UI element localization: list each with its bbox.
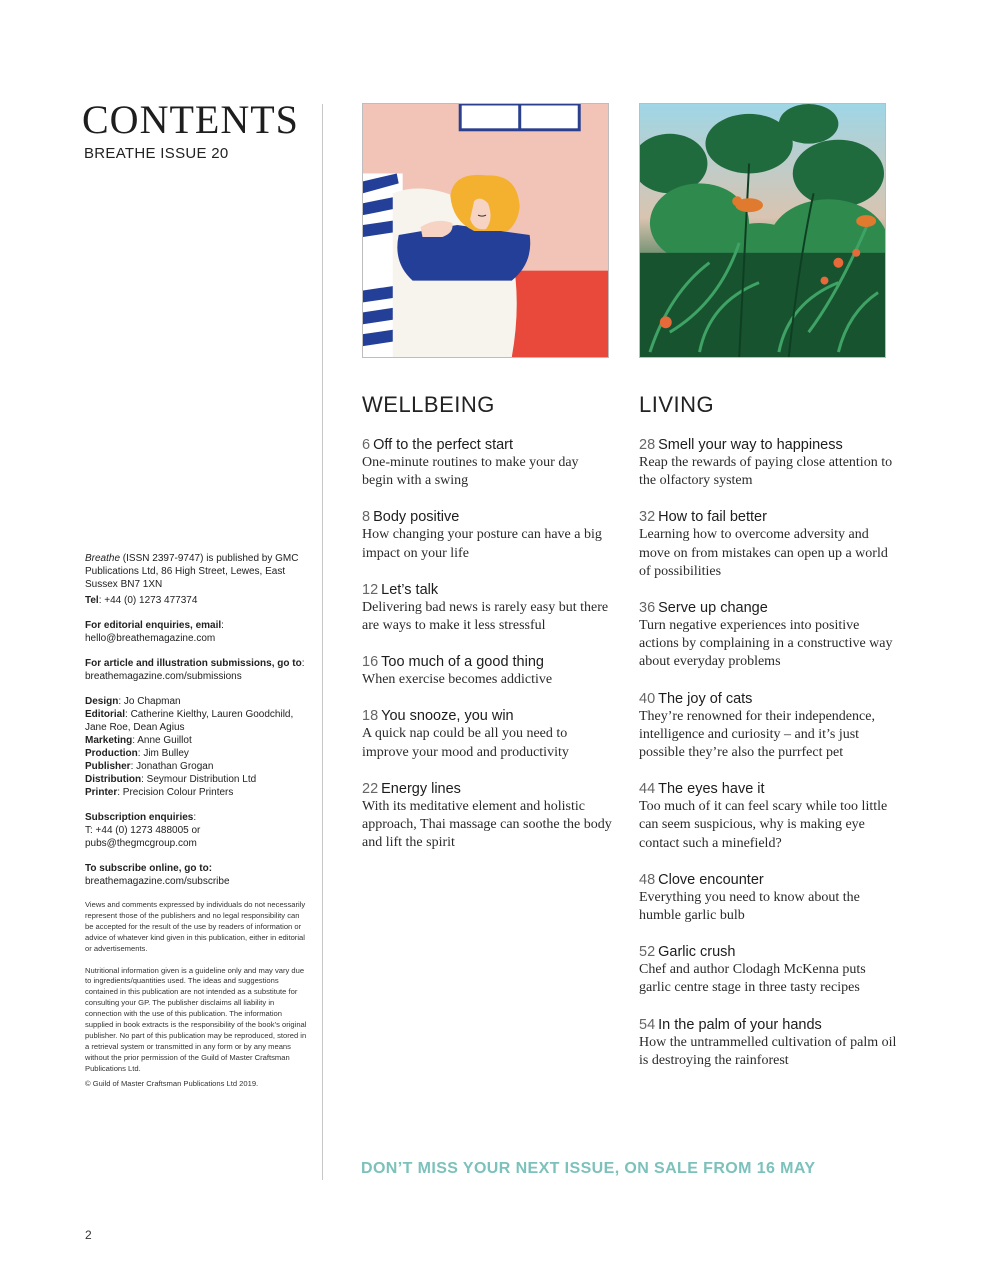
living-illustration xyxy=(639,103,886,358)
credit-names: : Catherine Kielthy, Lauren Goodchild, Jane Roe, Dean Agius xyxy=(85,709,294,733)
wellbeing-list xyxy=(362,436,612,852)
entry-description: Reap the rewards of paying close attention to the olfactory system xyxy=(639,455,893,489)
entry-heading xyxy=(362,653,612,671)
page-reference: 52 xyxy=(639,944,656,961)
page-title: CONTENTS xyxy=(82,97,299,142)
entry-heading xyxy=(639,943,901,961)
page-reference: 36 xyxy=(639,600,656,617)
entry-heading xyxy=(639,780,901,798)
entry-headline: Serve up change xyxy=(658,600,768,617)
contents-entry[interactable] xyxy=(639,690,901,763)
entry-headline: Garlic crush xyxy=(658,944,736,961)
editorial-label: For editorial enquiries, email xyxy=(85,620,222,631)
entry-headline: The joy of cats xyxy=(658,690,753,707)
entry-description: One-minute routines to make your day begin with a swing xyxy=(362,455,579,489)
tel-value: : +44 (0) 1273 477374 xyxy=(98,595,198,606)
entry-heading xyxy=(362,436,612,454)
entry-description: Delivering bad news is rarely easy but there are ways to make it less stressful xyxy=(362,599,609,634)
disclaimer-nutrition: Nutritional information given is a guideline only and may vary due to ingredients/quantities used. The ideas and suggestions contained in this publication are not intended as a substitute for consulting your GP. The publisher disclaims all liability in connection with the use of this publication. The information supplied in book extracts is the responsibility of the book’s original publisher. No part of this publication may be reproduced, stored in a retrieval system or transmitted in any form or by any means without the prior permission of the Guild of Master Craftsman Publications Ltd. xyxy=(85,965,307,1073)
column-divider xyxy=(322,104,323,1180)
credit-line xyxy=(85,747,307,760)
contents-entry[interactable] xyxy=(362,436,612,490)
entry-headline: Off to the perfect start xyxy=(373,437,514,453)
issue-subtitle: BREATHE ISSUE 20 xyxy=(84,145,229,162)
entry-headline: How to fail better xyxy=(658,509,767,526)
entry-description: A quick nap could be all you need to improve your mood and productivity xyxy=(362,726,569,760)
credit-role: Printer xyxy=(85,787,118,798)
contents-entry[interactable] xyxy=(362,508,612,562)
entry-description: How changing your posture can have a big impact on your life xyxy=(362,527,602,561)
page-number: 2 xyxy=(85,1228,92,1242)
editorial-email[interactable]: hello@breathemagazine.com xyxy=(85,633,216,644)
entry-headline: Energy lines xyxy=(381,780,461,797)
wellbeing-section xyxy=(362,392,612,870)
entry-description: Learning how to overcome adversity and move on from mistakes can open up a world of possibilities xyxy=(639,527,888,579)
credit-line xyxy=(85,786,307,799)
submissions-info: For article and illustration submissions, go to: breathemagazine.com/submissions xyxy=(85,658,305,682)
credit-line xyxy=(85,695,307,708)
credit-role: Publisher xyxy=(85,761,131,772)
entry-headline: Smell your way to happiness xyxy=(658,437,843,453)
disclaimer-views: Views and comments expressed by individuals do not necessarily represent those of the publishers and no legal responsibility can be accepted for the result of the use by readers of information or advice of whatever kind given in this publication, either in editorial or advertisements. xyxy=(85,900,306,953)
entry-headline: The eyes have it xyxy=(658,781,765,798)
magazine-name: Breathe xyxy=(85,553,121,564)
submissions-label: For article and illustration submissions, go to xyxy=(85,658,302,669)
credit-names: : Jo Chapman xyxy=(118,696,181,707)
credit-role: Editorial xyxy=(85,709,126,720)
entry-description: They’re renowned for their independence, intelligence and curiosity – and it’s just possible they’re also the purrfect pet xyxy=(639,708,875,761)
subscription-contact: T: +44 (0) 1273 488005 or pubs@thegmcgroup.com xyxy=(85,825,201,849)
entry-description: Too much of it can feel scary while too little can seem suspicious, why is making eye contact such a minefield? xyxy=(639,799,888,851)
page-reference: 22 xyxy=(362,780,379,797)
publisher-info xyxy=(85,552,307,607)
credit-names: : Jim Bulley xyxy=(137,748,189,759)
page-reference: 48 xyxy=(639,871,656,888)
page-reference: 6 xyxy=(362,437,371,453)
entry-description: Turn negative experiences into positive actions by complaining in a constructive way about everyday problems xyxy=(639,618,893,670)
tel-line xyxy=(85,594,307,607)
contents-entry[interactable] xyxy=(362,707,612,761)
entry-heading xyxy=(639,508,901,526)
editorial-enquiries: For editorial enquiries, email: hello@breathemagazine.com xyxy=(85,620,224,644)
entry-heading xyxy=(362,508,612,526)
credit-names: : Seymour Distribution Ltd xyxy=(141,774,257,785)
credit-role: Marketing xyxy=(85,735,133,746)
contents-entry[interactable] xyxy=(362,581,612,635)
contents-entry[interactable] xyxy=(639,780,901,853)
credit-role: Distribution xyxy=(85,774,142,785)
contents-entry[interactable] xyxy=(639,508,901,581)
living-list xyxy=(639,436,901,1070)
entry-headline: Body positive xyxy=(373,509,460,526)
submissions-link[interactable]: breathemagazine.com/submissions xyxy=(85,671,242,682)
tel-label: Tel xyxy=(85,595,99,606)
contents-entry[interactable] xyxy=(639,1016,901,1070)
subscribe-label: To subscribe online, go to: xyxy=(85,863,213,874)
jungle-with-cats-image xyxy=(640,104,885,357)
contents-entry[interactable] xyxy=(639,599,901,672)
credit-role: Design xyxy=(85,696,119,707)
copyright: © Guild of Master Craftsman Publications Ltd 2019. xyxy=(85,1078,259,1088)
credit-names: : Jonathan Grogan xyxy=(130,761,214,772)
entry-headline: You snooze, you win xyxy=(381,708,514,725)
page-reference: 40 xyxy=(639,690,656,707)
entry-description: When exercise becomes addictive xyxy=(362,672,553,688)
page-reference: 8 xyxy=(362,509,371,526)
credit-line xyxy=(85,734,307,747)
publisher-text: (ISSN 2397-9747) is published by GMC Publications Ltd, 86 High Street, Lewes, East Sussex BN7 1XN xyxy=(85,553,299,590)
imprint xyxy=(85,552,307,1089)
wellbeing-heading: WELLBEING xyxy=(362,392,495,417)
entry-headline: Let’s talk xyxy=(381,581,439,598)
entry-headline: In the palm of your hands xyxy=(658,1016,822,1033)
staff-credits xyxy=(85,695,307,799)
entry-heading xyxy=(639,436,901,454)
wellbeing-illustration xyxy=(362,103,609,358)
entry-heading xyxy=(639,690,901,708)
woman-with-pillow-image xyxy=(363,104,608,357)
contents-entry[interactable] xyxy=(639,871,901,925)
entry-description: How the untrammelled cultivation of palm oil is destroying the rainforest xyxy=(639,1034,897,1068)
entry-description: Chef and author Clodagh McKenna puts garlic centre stage in three tasty recipes xyxy=(639,962,866,996)
subscribe-online xyxy=(85,862,307,888)
page-reference: 16 xyxy=(362,654,379,671)
contents-entry[interactable] xyxy=(639,943,901,997)
living-section xyxy=(639,392,901,1088)
subscribe-link[interactable]: breathemagazine.com/subscribe xyxy=(85,876,230,887)
credit-line xyxy=(85,708,307,734)
credit-line xyxy=(85,760,307,773)
contents-entry[interactable] xyxy=(639,436,901,490)
page-reference: 12 xyxy=(362,581,379,598)
subscription-enquiries: Subscription enquiries: T: +44 (0) 1273 488005 or pubs@thegmcgroup.com xyxy=(85,812,201,849)
entry-heading xyxy=(639,871,901,889)
contents-entry[interactable] xyxy=(362,653,612,689)
entry-headline: Too much of a good thing xyxy=(381,654,544,671)
living-heading: LIVING xyxy=(639,392,715,417)
page-reference: 32 xyxy=(639,509,656,526)
entry-heading xyxy=(362,780,612,798)
page-reference: 28 xyxy=(639,437,656,453)
contents-entry[interactable] xyxy=(362,780,612,853)
entry-description: With its meditative element and holistic approach, Thai massage can soothe the body and lift the spirit xyxy=(362,798,612,851)
page-reference: 54 xyxy=(639,1016,656,1033)
page-reference: 18 xyxy=(362,708,379,725)
entry-heading xyxy=(639,1016,901,1034)
page-reference: 44 xyxy=(639,781,656,798)
entry-heading xyxy=(362,581,612,599)
entry-heading xyxy=(639,599,901,617)
credit-role: Production xyxy=(85,748,138,759)
subscription-label: Subscription enquiries xyxy=(85,812,194,823)
credit-names: : Precision Colour Printers xyxy=(117,787,234,798)
next-issue-promo: DON’T MISS YOUR NEXT ISSUE, ON SALE FROM 16 MAY xyxy=(361,1160,816,1177)
entry-heading xyxy=(362,707,612,725)
credit-names: : Anne Guillot xyxy=(132,735,192,746)
credit-line xyxy=(85,773,307,786)
entry-headline: Clove encounter xyxy=(658,871,764,888)
entry-description: Everything you need to know about the humble garlic bulb xyxy=(639,889,860,924)
